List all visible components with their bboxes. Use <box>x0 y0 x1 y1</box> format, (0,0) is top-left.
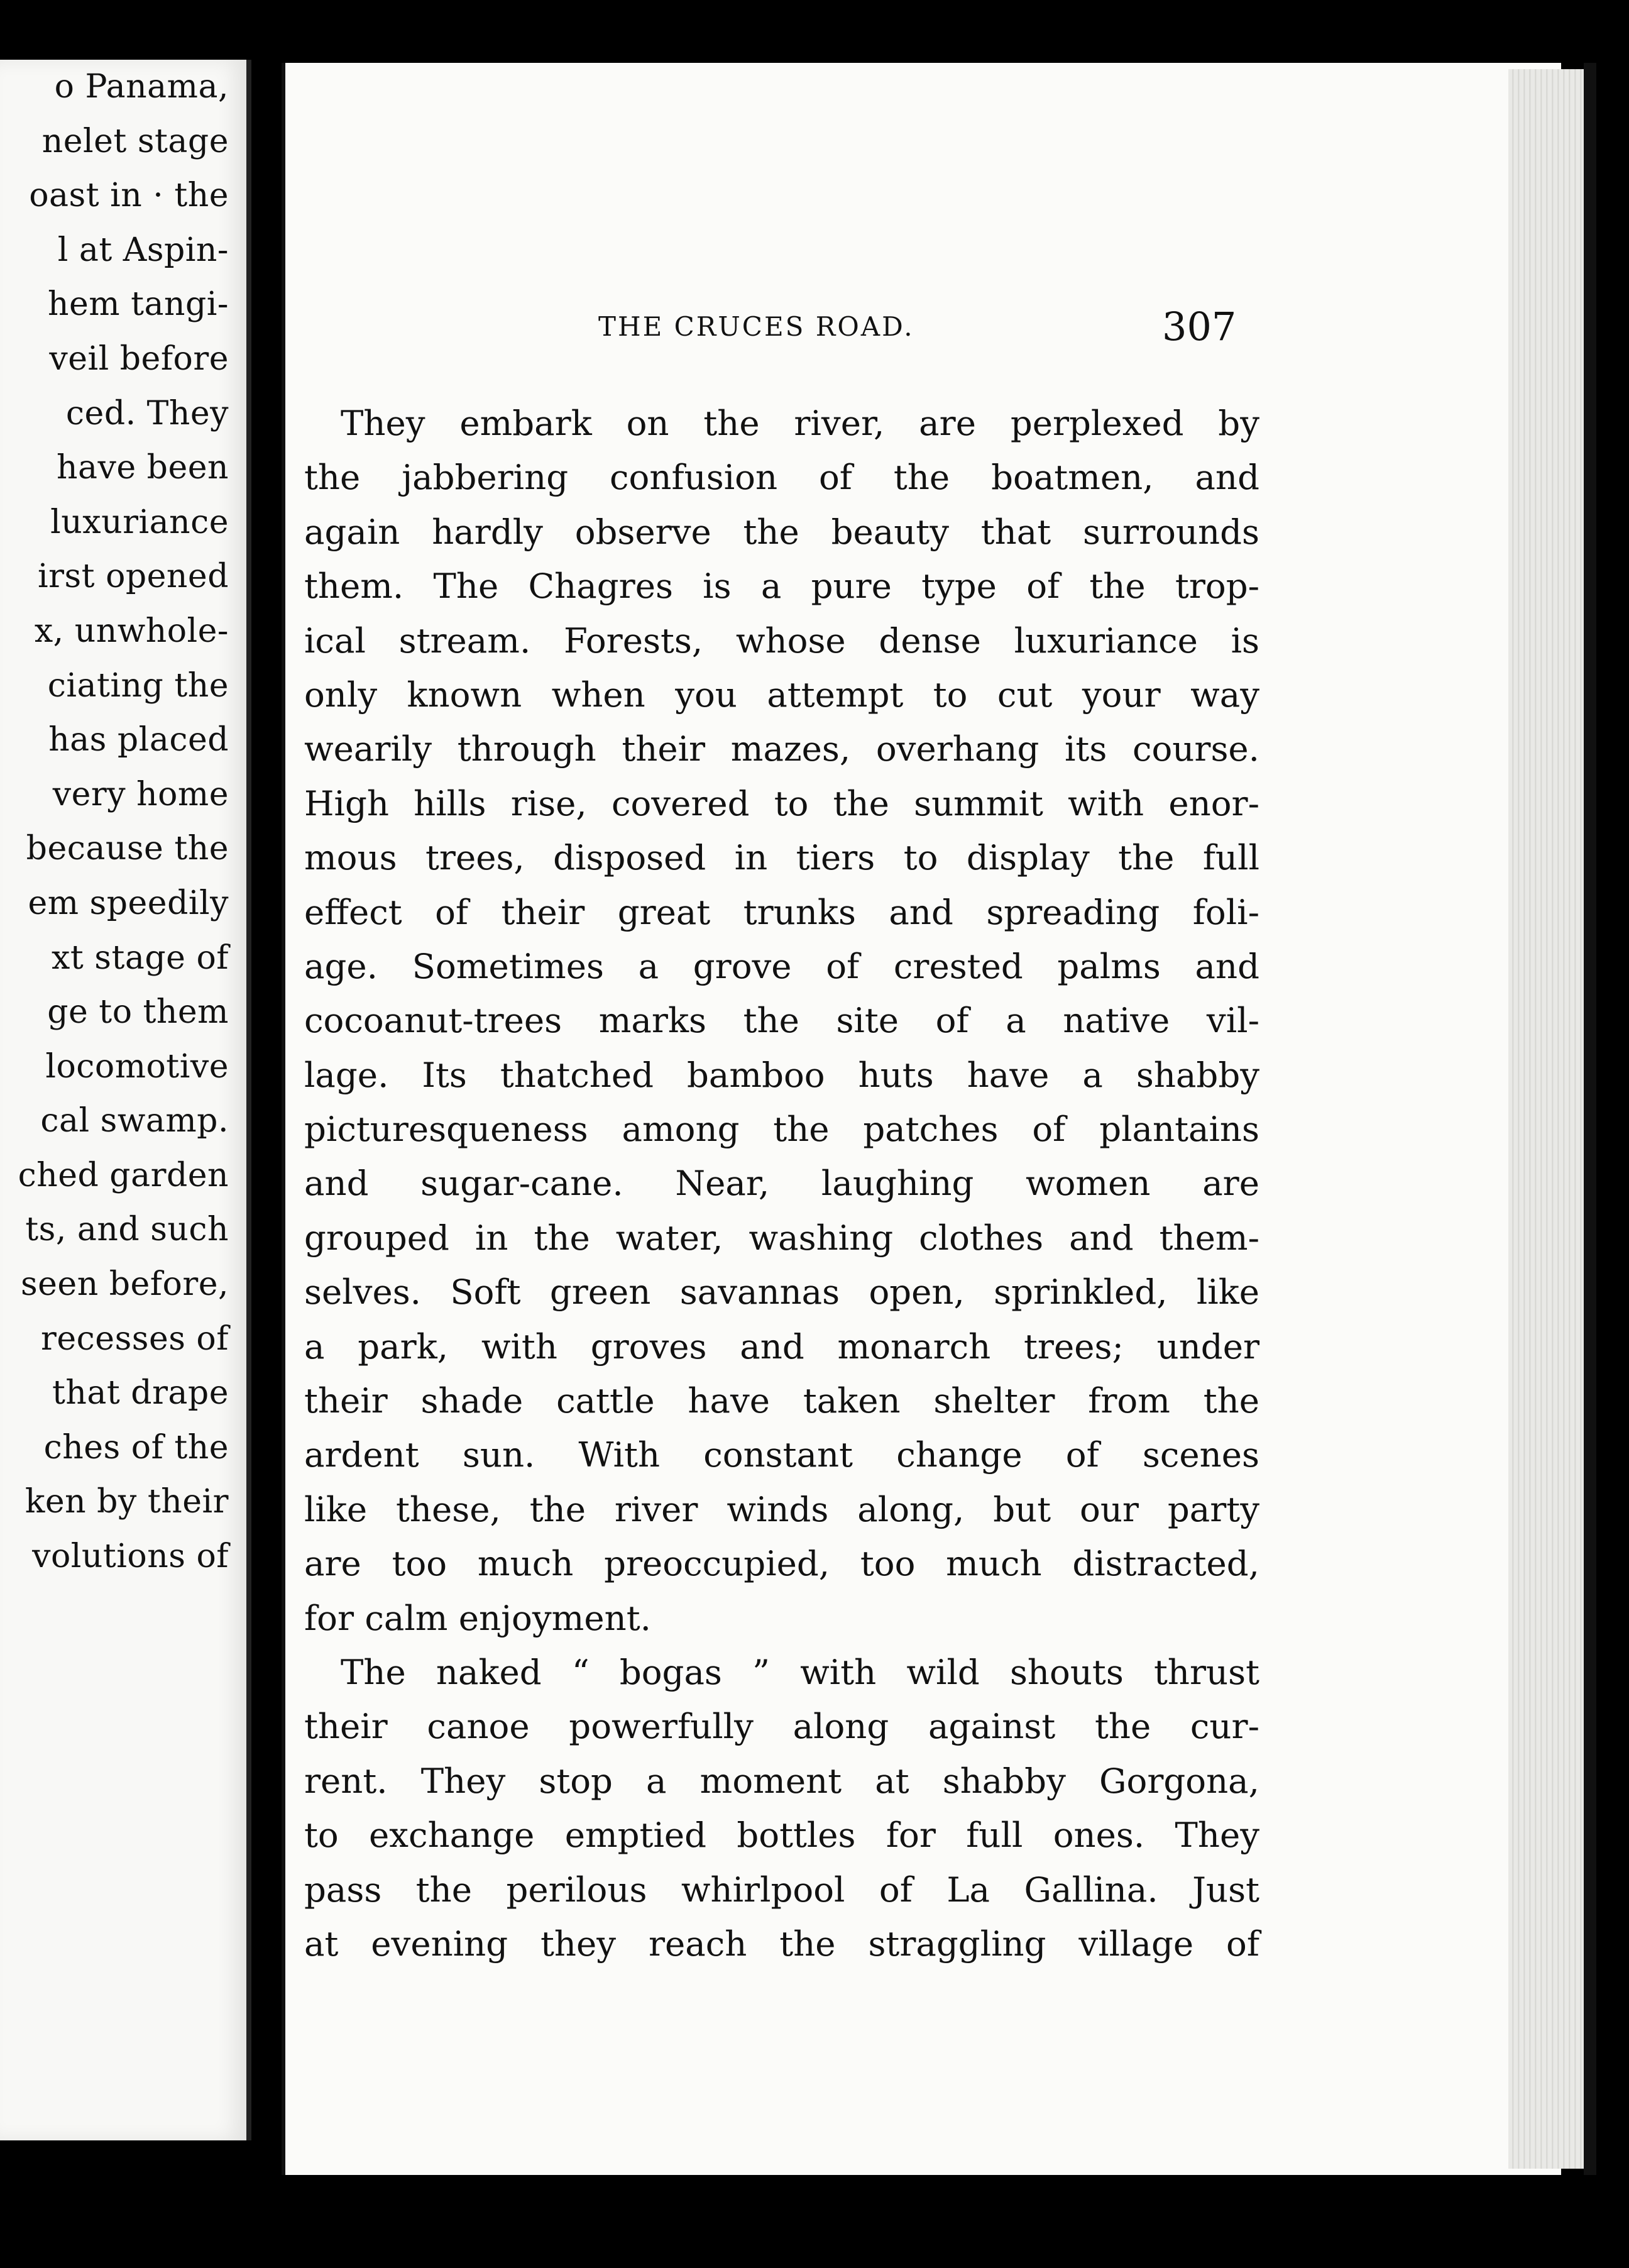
text-line: and sugar-cane. Near, laughing women are <box>304 1163 1259 1204</box>
text-line: the jabbering confusion of the boatmen, and <box>304 457 1259 498</box>
left-page-line: ced. They <box>65 394 229 432</box>
text-line: pass the perilous whirlpool of La Gallina. Just <box>304 1869 1259 1910</box>
left-page-line: hem tangi- <box>48 285 229 324</box>
left-page-line: oast in · the <box>29 177 229 215</box>
left-page-line: xt stage of <box>52 939 229 977</box>
running-head <box>285 304 1561 355</box>
page-edges <box>1508 69 1584 2169</box>
text-line: selves. Soft green savannas open, sprinkled, like <box>304 1272 1259 1313</box>
left-page-line: very home <box>52 775 229 813</box>
text-line: effect of their great trunks and spreading foli- <box>304 891 1259 932</box>
text-line: age. Sometimes a grove of crested palms and <box>304 945 1259 986</box>
text-line: for calm enjoyment. <box>304 1597 651 1638</box>
left-page-line: x, unwhole- <box>34 612 229 650</box>
text-line: like these, the river winds along, but our party <box>304 1489 1259 1529</box>
text-line: only known when you attempt to cut your way <box>304 674 1259 715</box>
left-page-line: luxuriance <box>50 503 229 541</box>
text-line: grouped in the water, washing clothes and them- <box>304 1217 1259 1258</box>
book-edge-shadow <box>1584 63 1596 2175</box>
left-page-line: volutions of <box>32 1538 229 1576</box>
left-page-line: recesses of <box>41 1319 229 1358</box>
text-line: picturesqueness among the patches of plantains <box>304 1109 1259 1150</box>
left-page-line: o Panama, <box>54 68 229 106</box>
left-page-line: cal swamp. <box>40 1102 229 1140</box>
left-page-line: l at Aspin- <box>57 231 229 269</box>
left-page-line: locomotive <box>45 1047 229 1086</box>
left-page-line: have been <box>57 449 229 487</box>
left-page-line: ts, and such <box>25 1211 229 1249</box>
text-line: are too much preoccupied, too much distracted, <box>304 1543 1259 1584</box>
text-line: them. The Chagres is a pure type of the trop- <box>304 566 1259 607</box>
left-page-line: has placed <box>48 721 229 759</box>
left-facing-page <box>0 60 251 2140</box>
text-line: their canoe powerfully along against the cur- <box>304 1706 1259 1747</box>
left-page-line: ge to them <box>47 993 229 1032</box>
text-line: at evening they reach the straggling village of <box>304 1923 1259 1964</box>
text-line: cocoanut-trees marks the site of a native vil- <box>304 1000 1259 1041</box>
text-line: a park, with groves and monarch trees; under <box>304 1326 1259 1367</box>
left-page-line: veil before <box>49 339 229 378</box>
running-head-title: THE CRUCES ROAD. <box>598 311 914 342</box>
left-page-line: ches of the <box>43 1428 229 1467</box>
left-page-line: that drape <box>52 1374 229 1412</box>
text-line: ardent sun. With constant change of scenes <box>304 1434 1259 1475</box>
left-page-line: because the <box>26 830 229 868</box>
left-page-line: seen before, <box>20 1265 229 1304</box>
body-text <box>304 396 1259 1971</box>
text-line: rent. They stop a moment at shabby Gorgona, <box>304 1760 1259 1801</box>
text-line: to exchange emptied bottles for full ones. They <box>304 1815 1259 1856</box>
text-line: their shade cattle have taken shelter from the <box>304 1380 1259 1421</box>
left-page-text <box>3 60 229 1584</box>
text-line: High hills rise, covered to the summit with enor- <box>304 783 1259 823</box>
paragraph-2 <box>304 1645 1259 1971</box>
left-page-line: ken by their <box>25 1483 229 1521</box>
left-page-line: ched garden <box>18 1156 229 1194</box>
text-line: mous trees, disposed in tiers to display the full <box>304 837 1259 878</box>
text-line: ical stream. Forests, whose dense luxuriance is <box>304 620 1259 661</box>
left-page-line: ciating the <box>47 666 229 705</box>
text-line: wearily through their mazes, overhang its course. <box>304 729 1259 769</box>
text-line: They embark on the river, are perplexed by <box>341 403 1259 443</box>
main-page <box>282 63 1561 2175</box>
paragraph-1 <box>304 396 1259 1645</box>
left-page-line: irst opened <box>37 558 229 596</box>
text-line: again hardly observe the beauty that surrounds <box>304 511 1259 552</box>
page-number: 307 <box>1162 304 1237 350</box>
text-line: The naked “ bogas ” with wild shouts thrust <box>341 1651 1259 1692</box>
text-line: lage. Its thatched bamboo huts have a shabby <box>304 1054 1259 1095</box>
left-page-line: em speedily <box>28 884 229 922</box>
left-page-line: nelet stage <box>41 122 229 160</box>
